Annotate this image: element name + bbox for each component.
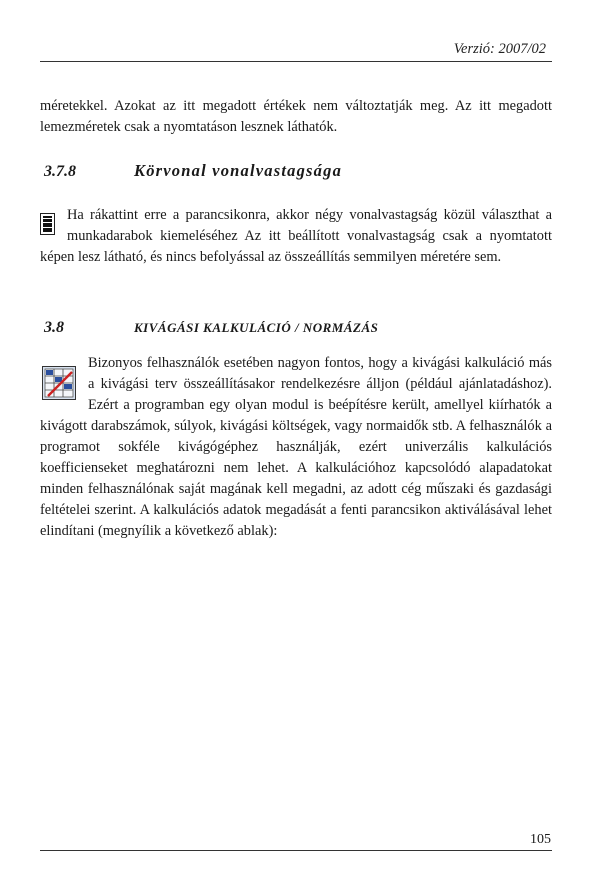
section-title: KIVÁGÁSI KALKULÁCIÓ / NORMÁZÁS [134,320,379,335]
section-title: Körvonal vonalvastagsága [134,161,343,180]
section-3-7-8-body [40,205,552,268]
section-number: 3.7.8 [44,163,76,180]
version-label: Verzió: 2007/02 [453,41,546,57]
section-heading-3-8 [44,319,378,337]
footer-divider [40,850,552,851]
section-number: 3.8 [44,319,64,336]
section-3-7-8-text: Ha rákattint erre a parancsikonra, akkor négy vonalvastagság közül választhat a munkadarabok kiemeléséhez Az itt beállított vonalvastagság csak a nyomtatott képen lesz látható, és nincs befolyással az összeállítás semmilyen méretére sem. [40,207,552,265]
calculation-table-icon [42,366,76,407]
section-3-8-body [40,353,552,542]
line-weight-icon [40,213,55,235]
intro-paragraph: méretekkel. Azokat az itt megadott értékek nem változtatják meg. Az itt megadott lemezméretek csak a nyomtatáson lesznek láthatók. [40,98,552,135]
section-heading-3-7-8 [44,161,342,181]
page-number: 105 [530,832,551,847]
header-divider [40,61,552,62]
section-3-8-text: Bizonyos felhasználók esetében nagyon fontos, hogy a kivágási kalkuláció más a kivágási terv összeállításakor rendelkezésre álljon (például ajánlatadáshoz). Ezért a programban egy olyan modul is beépítésre került, amellyel kiírhatók a kivágott darabszámok, súlyok, kivágási költségek, vagy normaidők stb. A felhasználók a programot sokféle kivágógéphez használják, ezért univerzális kalkulációs koefficienseket meghatározni nem lehet. A kalkulációhoz kapcsolódó alapadatokat minden felhasználónak saját magának kell megadni, az adott cég műszaki és gazdasági feltételei szerint. A kalkulációs adatok megadását a fenti parancsikon aktiválásával lehet elindítani (megnyílik a következő ablak): [40,355,552,539]
